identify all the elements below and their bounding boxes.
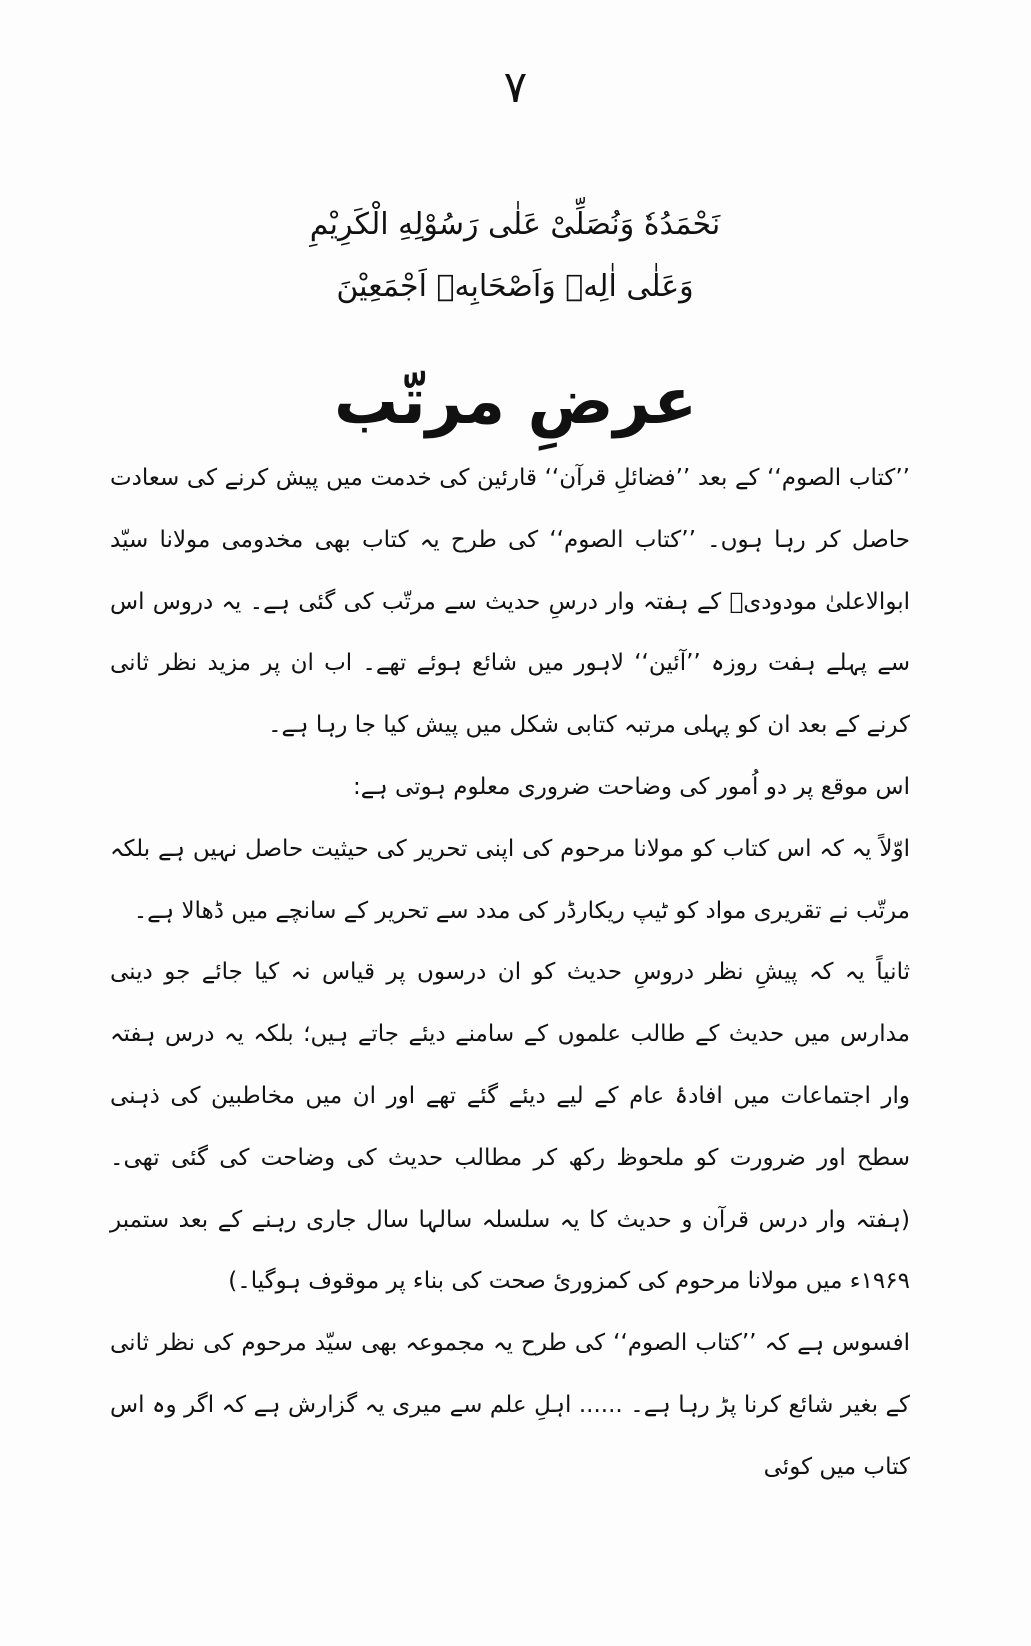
body-text [110, 448, 910, 1499]
paragraph-clarification-lead: اس موقع پر دو اُمور کی وضاحت ضروری معلوم ہوتی ہے: [353, 773, 910, 800]
paragraph-intro: ’’کتاب الصوم‘‘ کے بعد ’’فضائلِ قرآن‘‘ قارئین کی خدمت میں پیش کرنے کی سعادت حاصل کر رہا ہوں۔ ’’کتاب الصوم‘‘ کی طرح یہ کتاب بھی مخدومی مولانا سیّد ابوالاعلیٰ مودودیؒ کے ہفتہ وار درسِ حدیث سے مرتّب کی گئی ہے۔ یہ دروس اس سے پہلے ہفت روزہ ’’آئین‘‘ لاہور میں شائع ہوئے تھے۔ اب ان پر مزید نظر ثانی کرنے کے بعد ان کو پہلی مرتبہ کتابی شکل میں پیش کیا جا رہا ہے۔ [110, 465, 910, 739]
page-number: ۷ [503, 62, 528, 113]
paragraph-second-point: ثانیاً یہ کہ پیشِ نظر دروسِ حدیث کو ان درسوں پر قیاس نہ کیا جائے جو دینی مدارس میں حدیث کے طالب علموں کے سامنے دیئے جاتے ہیں؛ بلکہ یہ درس ہفتہ وار اجتماعات میں افادۂ عام کے لیے دیئے گئے تھے اور ان میں مخاطبین کی ذہنی سطح اور ضرورت کو ملحوظ رکھ کر مطالب حدیث کی وضاحت کی گئی تھی۔ (ہفتہ وار درس قرآن و حدیث کا یہ سلسلہ سالہا سال جاری رہنے کے بعد ستمبر ۱۹۶۹ء میں مولانا مرحوم کی کمزوریٔ صحت کی بناء پر موقوف ہوگیا۔) [110, 959, 910, 1295]
paragraph-regret: افسوس ہے کہ ’’کتاب الصوم‘‘ کی طرح یہ مجموعہ بھی سیّد مرحوم کی نظر ثانی کے بغیر شائع کرنا پڑ رہا ہے۔ ...... اہلِ علم سے میری یہ گزارش ہے کہ اگر وہ اس کتاب میں کوئی [110, 1330, 910, 1480]
invocation-line-1: نَحْمَدُهٗ وَنُصَلِّیْ عَلٰی رَسُوْلِهِ الْکَرِیْمِ [309, 207, 721, 242]
page-heading: عرضِ مرتّب [333, 365, 698, 439]
invocation-line-2: وَعَلٰی اٰلِهٖ وَاَصْحَابِهٖ اَجْمَعِیْنَ [336, 269, 694, 304]
paragraph-first-point: اوّلاً یہ کہ اس کتاب کو مولانا مرحوم کی اپنی تحریر کی حیثیت حاصل نہیں ہے بلکہ مرتّب نے تقریری مواد کو ٹیپ ریکارڈر کی مدد سے تحریر کے سانچے میں ڈھالا ہے۔ [110, 835, 910, 924]
